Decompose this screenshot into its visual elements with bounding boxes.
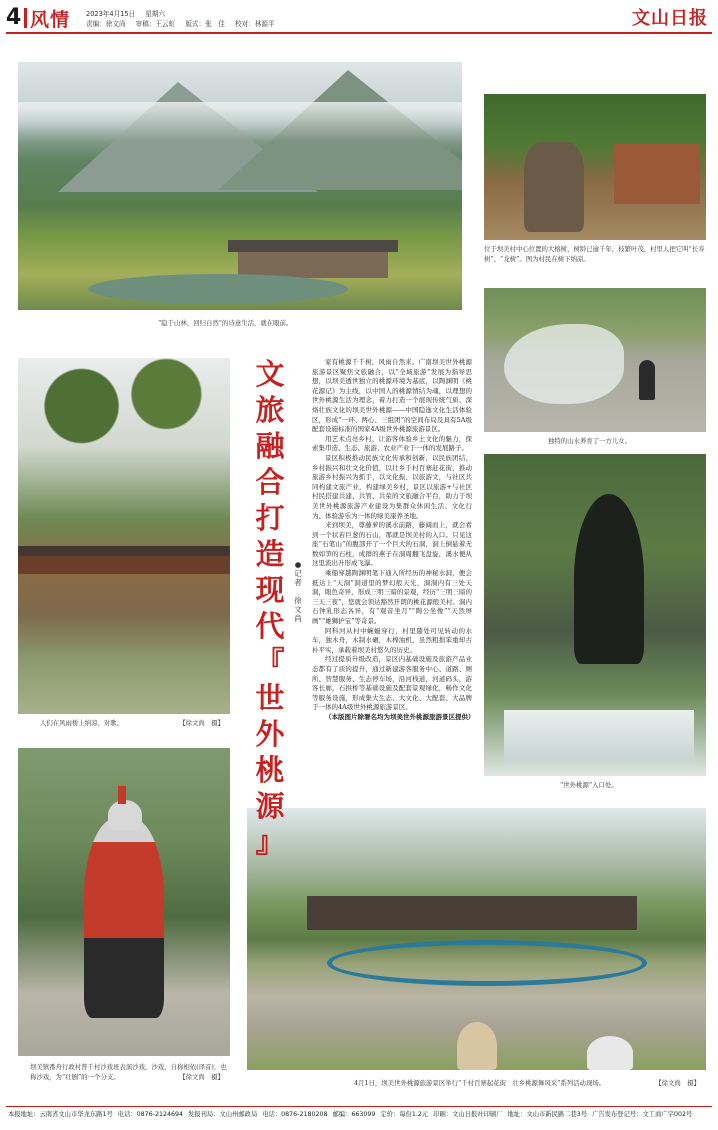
editor-credit: 责编：徐文尚 — [86, 19, 126, 28]
article-paragraph: 阿科河从村中蜿蜒穿行，村里随处可见转动的水车，独木舟，木制水碾，木榨油机，虽然粗拙笨重却古朴平实，承载着坝美村悠久的历史。 — [312, 626, 472, 654]
photo-fisherman — [484, 288, 706, 432]
byline-bullet: ● — [294, 560, 302, 569]
issue-date: 2023年4月15日 — [86, 10, 136, 18]
page-number: 4 — [6, 5, 22, 30]
header-meta — [86, 10, 283, 29]
page-header — [0, 0, 718, 34]
caption-circle-dance — [354, 1078, 706, 1088]
footer-item: 定价：每份1.2元 — [380, 1111, 429, 1118]
headline-char: 外 — [255, 717, 285, 751]
headline-char: 现 — [255, 573, 285, 607]
footer-item: 电话：0876-2124694 — [117, 1111, 183, 1118]
headline-char: 造 — [255, 537, 285, 571]
photo-banyan-tree — [484, 94, 706, 240]
issue-weekday: 星期六 — [145, 10, 166, 18]
headline-char: 融 — [255, 429, 285, 463]
newspaper-masthead: 文山日报 — [632, 8, 708, 29]
headline-char: 『 — [255, 645, 285, 679]
footer-item: 本报地址：云南省文山市华龙东路1号 — [8, 1111, 113, 1118]
footer-rule — [6, 1106, 712, 1107]
headline-char: 世 — [255, 681, 285, 715]
layout-credit: 版式：张 佳 — [185, 19, 225, 28]
footer-item: 电话：0876-2180208 — [262, 1111, 328, 1118]
headline-char: 代 — [255, 609, 285, 643]
photo-circle-dance — [247, 808, 706, 1070]
byline-char — [292, 587, 304, 596]
article-paragraph: 来到坝美，尊藤萝的溪水前路，藤阔而上，就会看到一个状若巨葱的石山，那就是坝美村的入口。只见这座“石笔山”的腹部开了一个巨大的石洞，洞上倒悬着无数如笋的石柱，成群的燕子在洞周翻飞盘旋，溪水便从这里流出升形成飞瀑。 — [312, 521, 472, 568]
photo-source-note: （本版图片除署名均为坝美世外桃源旅游景区提供） — [325, 712, 475, 721]
article-paragraph: 景区积极推动民族文化传承和创新，以民族团结、乡村振兴和壮文化价值，以壮乡千村百寨赶花街，推动旅游乡村振兴为抓手，以文化振、以旅游文，与社区共同构建文旅产业，构建绿美乡村，景区以旅游+与社区村民搭建共建、共管、共荣的文旅融合平台，助力于坝美世外桃源旅游产业建设为集群众休闲生活、文化行为、体验游乐为一体的绿美康养圣地。 — [312, 453, 472, 520]
footer-item: 地址：文山市新民路二巷3号 — [507, 1111, 588, 1118]
headline-char: 旅 — [255, 393, 285, 427]
photo-credit: 【徐文尚 摄】 — [655, 1079, 700, 1087]
article-paragraph: 经过提质升级改造，景区内基础设施及旅游产品业态都有了质的提升，通过新建游客服务中心、道路、厕所、智慧服务、生态停车场，沿河栈道，河道码头，游客长廊，石拱桥等基础设施及配套景观绿化，畅作文化等服务设施，形成集大生态、大文化、大配套、大品牌于一体的4A级世外桃源旅游景区。 — [312, 655, 472, 712]
header-rule — [6, 32, 712, 34]
article-paragraph: 用艺术点亮乡村，让游客体验乡土文化的魅力，探索集串造、生态、旅游、农业产业于一体的发展路子。 — [312, 434, 472, 453]
headline-char: 桃 — [255, 753, 285, 787]
headline-char: 合 — [255, 465, 285, 499]
byline-char: 徐 — [294, 596, 302, 605]
byline-char: 记 — [294, 569, 302, 578]
caption-covered-bridge — [40, 718, 230, 728]
page-footer — [8, 1110, 710, 1119]
footer-item: 广告发布登记号：文工商广字002号 — [592, 1111, 693, 1118]
photo-credit: 【徐文尚 摄】 — [179, 719, 224, 727]
headline-char: 打 — [255, 501, 285, 535]
photo-shaxi-dancer — [18, 748, 230, 1056]
article-paragraph: 家有桃源千千树，风雨自然来。广南坝美世外桃源旅游景区聚焦文旅融合，以“全域旅游”发展为指导思想，以坝美透世独立的桃源环境为基底，以陶渊明《桃花源记》为主线，以中国人的桃源情结为魂，以理想的世外桃源生活为理念，着力打造一个展现传统气质、深烙壮族文化的坝美世外桃源——中国隐逸文化生活体验区，形成“一环、两心、三组团”的空间布局及具有5A级配套设施标准的国家4A级世外桃源旅游景区。 — [312, 358, 472, 434]
caption-text: 人们在风雨桥上纳凉、对歌。 — [40, 719, 124, 727]
caption-text: 4月1日，坝美世外桃源旅游景区举行“千村百寨起花街 壮乡桃源舞风采”系列活动现场。 — [354, 1079, 606, 1087]
caption-text: 坝美镇番舟行政村普千村沙戏班表演沙戏，沙戏，自称相依(译音)，也称沙戏，为“壮剧”的一个分支。 — [30, 1063, 227, 1081]
headline-char: 文 — [255, 357, 285, 391]
reviewer-credit: 审稿：王云虹 — [135, 19, 176, 28]
section-title: 风情 — [30, 9, 71, 31]
headline-char: 源 — [255, 789, 285, 823]
caption-mountain-village: “隐于山林，回归自然”的诗意生活，就在眼前。 — [158, 319, 293, 327]
article-paragraph: 乘船穿越陶渊明笔下通入所经历的神秘水洞，便会抵达上“天洞”洞道里的梦幻般天光，洞洞内有三处天洞，眼色奇异，形成三明三暗的景观，经历“三明三暗的三天三夜”，您就会领达豁然开朗的桃花源般美村。洞内石钟乳形态各异，有“观音坐月”“陶公坐像”“天然屏画”“雄狮护宝”等奇景。 — [312, 569, 472, 626]
caption-banyan-tree: 位于坝美村中心位置的大榕树，树龄已逾千年，枝繁叶茂，村里人把它叫“长寿树”、“龙树”。图为村民在树下纳凉。 — [484, 245, 705, 263]
caption-cave-entrance: “世外桃源”入口处。 — [560, 781, 618, 789]
article-body — [312, 358, 475, 723]
article-byline — [292, 560, 304, 623]
photo-mountain-village — [18, 62, 462, 310]
byline-char: 尚 — [294, 614, 302, 623]
proofreader-credit: 校对：林源平 — [235, 19, 275, 28]
footer-item: 印刷：文山日报社印刷厂 — [433, 1111, 503, 1118]
photo-cave-entrance — [484, 454, 706, 776]
caption-shaxi-dancer — [30, 1062, 230, 1082]
footer-item: 邮编：663099 — [332, 1111, 376, 1118]
footer-item: 发报刊局：文山州邮政局 — [188, 1111, 258, 1118]
article-headline — [252, 356, 288, 859]
photo-credit: 【徐文尚 摄】 — [179, 1073, 224, 1081]
photo-covered-bridge — [18, 358, 230, 714]
header-accent-bar — [24, 8, 27, 28]
byline-char: 文 — [294, 605, 302, 614]
byline-char: 者 — [294, 578, 302, 587]
caption-fisherman: 独特的山水养育了一方儿女。 — [548, 437, 632, 445]
headline-char: 』 — [255, 825, 285, 859]
